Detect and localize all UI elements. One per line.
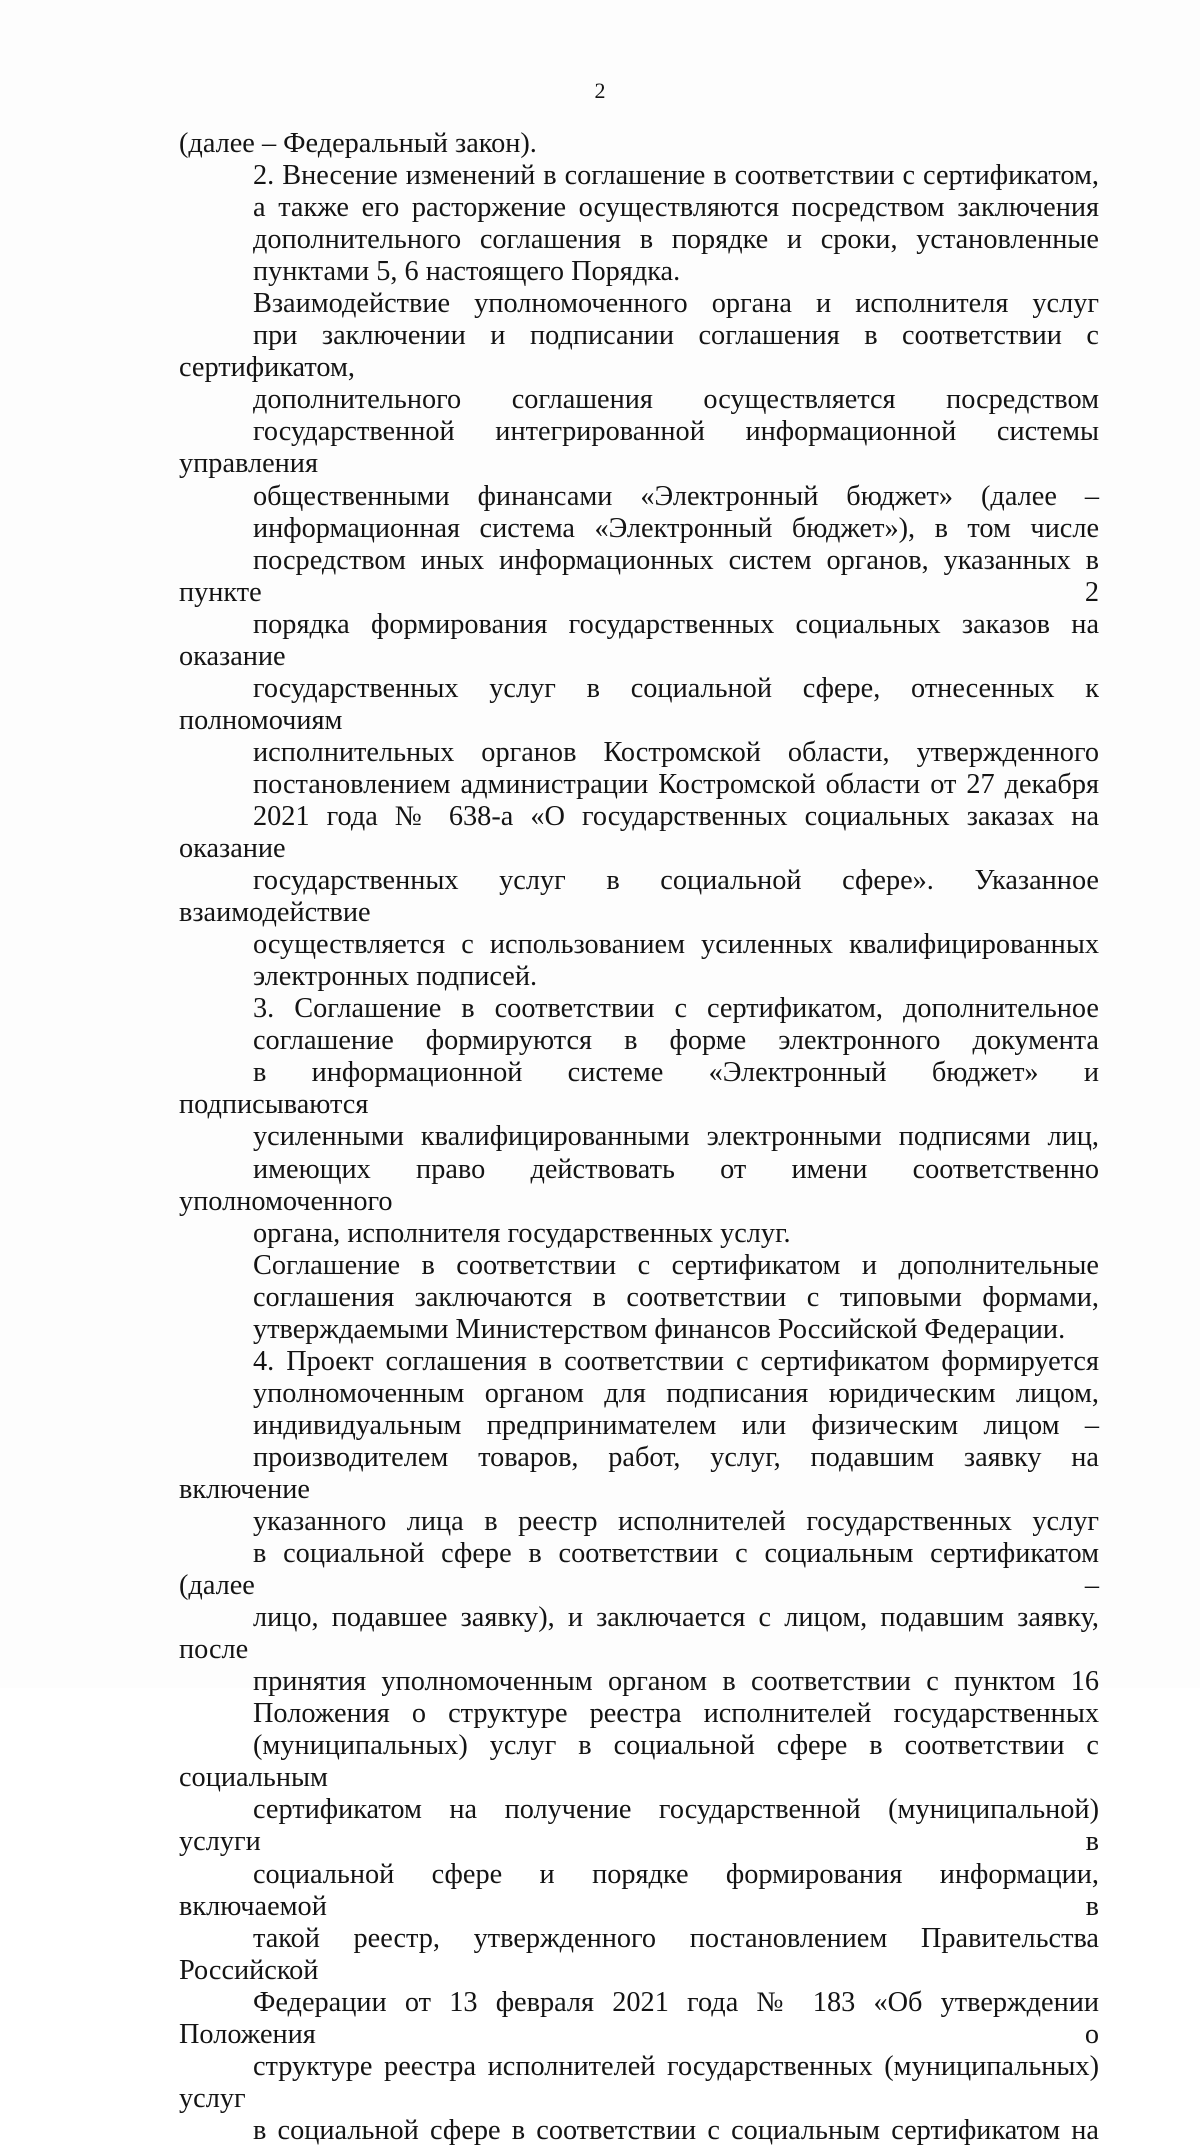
text-line: в информационной системе «Электронный бюджет» и подписываются	[179, 1057, 1099, 1121]
text-line: исполнительных органов Костромской области, утвержденного	[253, 736, 1099, 768]
text-line: пунктами 5, 6 настоящего Порядка.	[253, 256, 681, 288]
text-line: а также его расторжение осуществляются посредством заключения	[253, 192, 1099, 224]
paragraph	[179, 1250, 1099, 1346]
paragraph	[179, 288, 1099, 993]
text-line: (далее – Федеральный закон).	[179, 128, 537, 159]
text-line: Соглашение в соответствии с сертификатом и дополнительные	[253, 1249, 1099, 1281]
paragraph	[179, 993, 1099, 1249]
text-line: имеющих право действовать от имени соответственно уполномоченного	[179, 1153, 1099, 1217]
text-line: сертификатом на получение государственной (муниципальной) услуги в	[179, 1794, 1099, 1858]
text-line: соглашения заключаются в соответствии с типовыми формами,	[253, 1281, 1099, 1313]
text-line: дополнительного соглашения осуществляется посредством	[253, 384, 1099, 416]
text-line: осуществляется с использованием усиленных квалифицированных	[253, 929, 1099, 961]
text-line: такой реестр, утвержденного постановлением Правительства Российской	[179, 1922, 1099, 1986]
text-line: Положения о структуре реестра исполнителей государственных	[253, 1698, 1099, 1730]
text-line: государственных услуг в социальной сфере, отнесенных к полномочиям	[179, 672, 1099, 736]
text-line: посредством иных информационных систем органов, указанных в пункте 2	[179, 544, 1099, 608]
text-line: индивидуальным предпринимателем или физическим лицом –	[253, 1409, 1099, 1441]
text-line: государственных услуг в социальной сфере». Указанное взаимодействие	[179, 865, 1099, 929]
text-line: усиленными квалифицированными электронными подписями лиц,	[253, 1121, 1099, 1153]
text-line: электронных подписей.	[253, 961, 538, 993]
text-line: 2. Внесение изменений в соглашение в соответствии с сертификатом,	[253, 160, 1099, 192]
page-number: 2	[594, 78, 606, 103]
text-line: производителем товаров, работ, услуг, подавшим заявку на включение	[179, 1441, 1099, 1505]
text-line: информационная система «Электронный бюджет»), в том числе	[253, 512, 1099, 544]
text-line: структуре реестра исполнителей государственных (муниципальных) услуг	[179, 2050, 1099, 2114]
text-line: порядка формирования государственных социальных заказов на оказание	[179, 608, 1099, 672]
text-line: социальной сфере и порядке формирования информации, включаемой в	[179, 1858, 1099, 1922]
text-line: дополнительного соглашения в порядке и сроки, установленные	[253, 224, 1099, 256]
text-line: утверждаемыми Министерством финансов Российской Федерации.	[253, 1313, 1066, 1345]
text-line: лицо, подавшее заявку), и заключается с лицом, подавшим заявку, после	[179, 1602, 1099, 1666]
text-line: уполномоченным органом для подписания юридическим лицом,	[253, 1377, 1099, 1409]
document-body	[179, 128, 1099, 2147]
text-line: Взаимодействие уполномоченного органа и исполнителя услуг	[253, 288, 1099, 320]
text-line: общественными финансами «Электронный бюджет» (далее –	[253, 480, 1099, 512]
text-line: при заключении и подписании соглашения в соответствии с сертификатом,	[179, 320, 1099, 384]
text-line: в социальной сфере в соответствии с социальным сертификатом на	[253, 2114, 1099, 2146]
text-line: постановлением администрации Костромской области от 27 декабря	[253, 768, 1099, 800]
text-line: соглашение формируются в форме электронного документа	[253, 1025, 1099, 1057]
text-line: (муниципальных) услуг в социальной сфере в соответствии с социальным	[179, 1730, 1099, 1794]
paragraph	[179, 128, 1099, 160]
paragraph	[179, 160, 1099, 288]
text-line: принятия уполномоченным органом в соответствии с пунктом 16	[253, 1666, 1099, 1698]
text-line: Федерации от 13 февраля 2021 года № 183 «Об утверждении Положения о	[179, 1986, 1099, 2050]
text-line: 2021 года № 638-а «О государственных социальных заказах на оказание	[179, 800, 1099, 865]
text-line: органа, исполнителя государственных услуг.	[253, 1217, 791, 1249]
text-line: 4. Проект соглашения в соответствии с сертификатом формируется	[253, 1345, 1099, 1377]
text-line: 3. Соглашение в соответствии с сертификатом, дополнительное	[253, 993, 1099, 1025]
text-line: в социальной сфере в соответствии с социальным сертификатом (далее –	[179, 1538, 1099, 1602]
paragraph	[179, 1346, 1099, 2147]
text-line: указанного лица в реестр исполнителей государственных услуг	[253, 1506, 1099, 1538]
text-line: государственной интегрированной информационной системы управления	[179, 416, 1099, 480]
